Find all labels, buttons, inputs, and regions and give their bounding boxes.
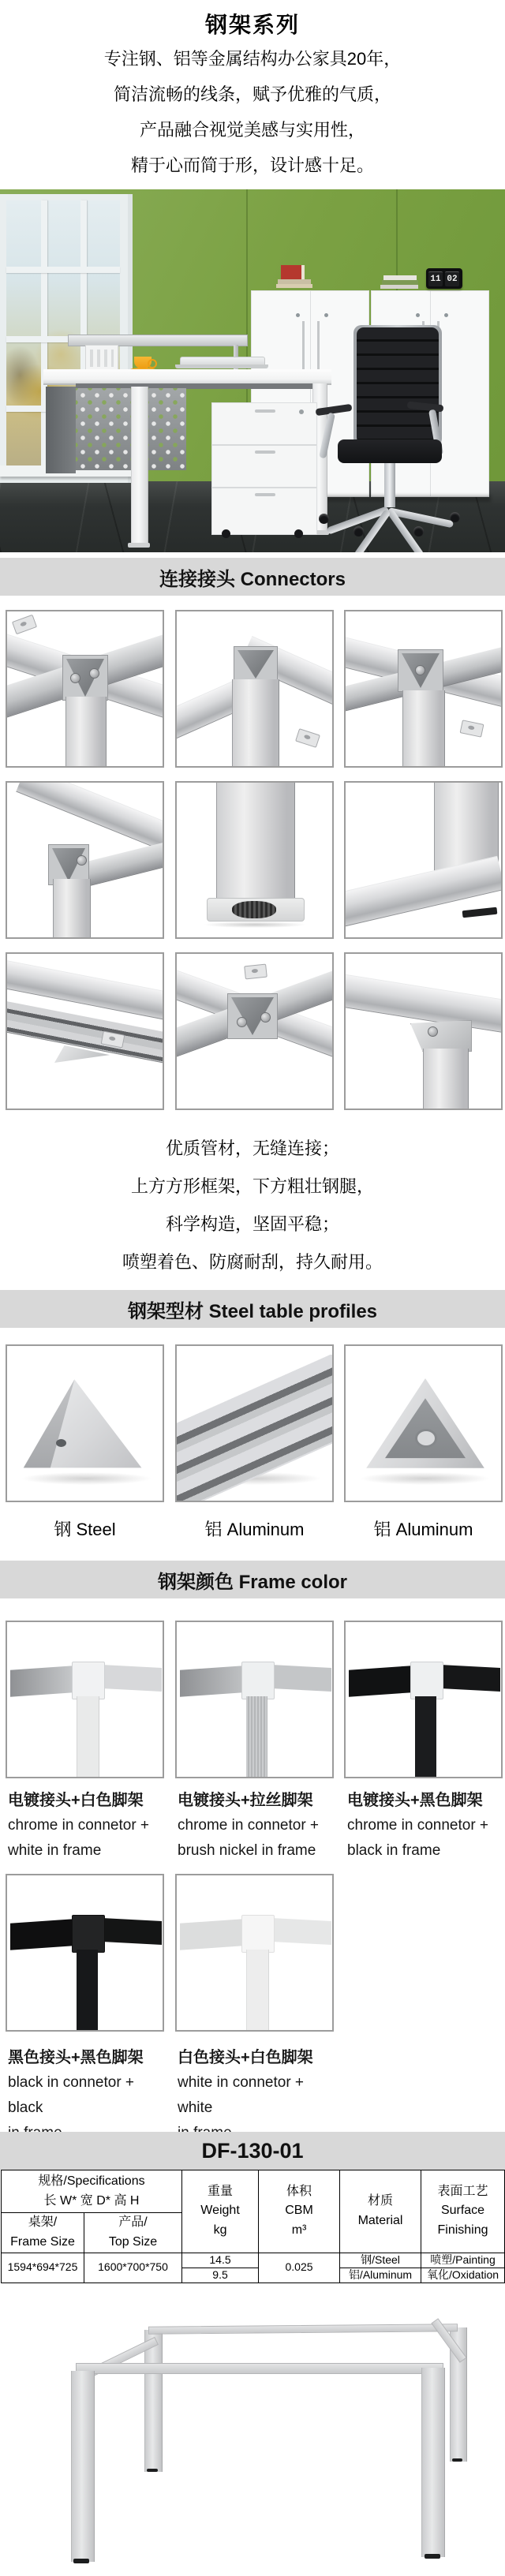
book bbox=[380, 285, 418, 289]
book bbox=[383, 275, 417, 280]
book bbox=[276, 284, 312, 288]
intro-line: 精于心而简于形，设计感十足。 bbox=[130, 155, 374, 175]
profile-photo-aluminum-extrusion bbox=[175, 1344, 334, 1502]
frame-front-left-leg bbox=[71, 2371, 95, 2562]
spec-header-cbm: 体积 CBM m³ bbox=[259, 2170, 340, 2253]
profile-photo-aluminum-hollow bbox=[344, 1344, 503, 1502]
intro-line: 产品融合视觉美感与实用性， bbox=[139, 120, 365, 140]
frame-color-photo-chrome-black bbox=[344, 1621, 503, 1778]
caption-en: black in connetor + black bbox=[8, 2074, 135, 2116]
desk-foot bbox=[128, 543, 150, 548]
page-title: 钢架系列 bbox=[204, 13, 300, 37]
desk-top bbox=[43, 369, 331, 385]
intro-line: 简洁流畅的线条，赋予优雅的气质， bbox=[113, 84, 391, 104]
spec-value-weight-2: 9.5 bbox=[182, 2268, 259, 2283]
caption-zh: 电镀接头+黑色脚架 bbox=[347, 1792, 483, 1809]
coffee-cup bbox=[134, 357, 152, 368]
spec-header-surface: 表面工艺 Surface Finishing bbox=[421, 2170, 505, 2253]
desk-side-panel bbox=[46, 387, 76, 473]
frame-color-caption-2 bbox=[178, 1788, 340, 1864]
hero-photo-office-scene bbox=[0, 189, 505, 552]
chair-seat bbox=[338, 439, 442, 463]
caption-en: black in frame bbox=[347, 1842, 441, 1859]
caption-en: white in frame bbox=[8, 1842, 102, 1859]
model-banner bbox=[0, 2132, 505, 2170]
intro-line: 专注钢、铝等金属结构办公家具20年， bbox=[103, 49, 402, 69]
frame-foot bbox=[452, 2458, 462, 2462]
clock-hours: 11 bbox=[428, 271, 443, 286]
connector-photo-beam-leg-bracket bbox=[344, 952, 503, 1110]
frame-color-photo-white-white bbox=[175, 1874, 334, 2032]
section-banner-connectors-label: 连接接头 Connectors bbox=[159, 568, 346, 590]
frame-front-right-leg bbox=[421, 2368, 445, 2557]
spec-header-weight: 重量 Weight kg bbox=[182, 2170, 259, 2253]
spec-value-cbm: 0.025 bbox=[259, 2253, 340, 2283]
frame-color-photo-chrome-white bbox=[6, 1621, 164, 1778]
chair-wheel bbox=[413, 526, 424, 537]
desk-leg-left bbox=[131, 387, 148, 544]
feature-line: 科学构造，坚固平稳； bbox=[165, 1214, 339, 1234]
frame-foot bbox=[147, 2469, 158, 2472]
spec-header-specifications: 规格/Specifications 长 W* 宽 D* 高 H bbox=[2, 2170, 182, 2213]
chair-column bbox=[384, 463, 395, 507]
caption-en: chrome in connetor + bbox=[8, 1817, 150, 1834]
chair-arm bbox=[319, 413, 335, 459]
connector-photo-leg-foot bbox=[175, 781, 334, 939]
caption-zh: 电镀接头+拉丝脚架 bbox=[178, 1792, 313, 1809]
profile-label-aluminum-1: 铝 Aluminum bbox=[204, 1520, 305, 1539]
frame-color-photo-black-black bbox=[6, 1874, 164, 2032]
profile-photo-steel bbox=[6, 1344, 164, 1502]
book bbox=[382, 280, 418, 285]
flip-clock bbox=[426, 268, 462, 289]
spec-value-material-2: 铝/Aluminum bbox=[340, 2268, 421, 2283]
spec-header-top-size: 产品/ Top Size bbox=[84, 2213, 182, 2253]
spec-value-surface-1: 喷塑/Painting bbox=[421, 2253, 505, 2268]
profile-label-steel: 钢 Steel bbox=[54, 1520, 116, 1539]
frame-product-photo bbox=[0, 2284, 505, 2576]
window-mullion bbox=[6, 267, 120, 273]
spec-value-material-1: 钢/Steel bbox=[340, 2253, 421, 2268]
frame-foot bbox=[425, 2554, 440, 2559]
section-banner-frame-color bbox=[0, 1561, 505, 1598]
spec-value-top-size: 1600*700*750 bbox=[84, 2253, 182, 2283]
connector-photo-cross-joint bbox=[6, 610, 164, 768]
model-number: DF-130-01 bbox=[201, 2138, 304, 2163]
connector-photo-cross-top-view bbox=[175, 952, 334, 1110]
clock-minutes: 02 bbox=[445, 271, 459, 286]
book bbox=[278, 279, 311, 284]
caption-zh: 电镀接头+白色脚架 bbox=[8, 1792, 144, 1809]
connector-photo-l-corner bbox=[6, 781, 164, 939]
caption-zh: 黑色接头+黑色脚架 bbox=[8, 2049, 144, 2066]
chair-wheel bbox=[319, 514, 329, 524]
feature-text bbox=[0, 1130, 505, 1281]
spec-value-frame-size: 1594*694*725 bbox=[2, 2253, 84, 2283]
caption-en: white in connetor + white bbox=[178, 2074, 305, 2116]
feature-line: 优质管材，无缝连接； bbox=[165, 1138, 339, 1158]
chair-wheel bbox=[450, 512, 460, 522]
caption-en: chrome in connetor + bbox=[178, 1817, 320, 1834]
frame-color-caption-4 bbox=[8, 2045, 170, 2146]
connector-photo-corner-joint bbox=[175, 610, 334, 768]
caption-en: chrome in connetor + bbox=[347, 1817, 489, 1834]
caption-en: brush nickel in frame bbox=[178, 1842, 316, 1859]
office-chair bbox=[306, 327, 448, 537]
book-red bbox=[281, 265, 305, 279]
feature-line: 喷塑着色、防腐耐刮，持久耐用。 bbox=[122, 1252, 383, 1272]
connector-photo-leg-bend bbox=[344, 781, 503, 939]
spec-value-surface-2: 氧化/Oxidation bbox=[421, 2268, 505, 2283]
mobile-pedestal bbox=[211, 402, 317, 535]
section-banner-frame-color-label: 钢架颜色 Frame color bbox=[157, 1571, 348, 1593]
frame-color-photo-chrome-brushed bbox=[175, 1621, 334, 1778]
laptop-base bbox=[175, 365, 268, 368]
connector-photo-beam-underside bbox=[6, 952, 164, 1110]
intro-text bbox=[0, 41, 505, 183]
spec-header-material: 材质 Material bbox=[340, 2170, 421, 2253]
spec-table bbox=[1, 2170, 505, 2283]
section-banner-connectors bbox=[0, 558, 505, 596]
chair-wheel bbox=[354, 526, 364, 537]
frame-back-left-leg bbox=[144, 2330, 163, 2472]
frame-foot bbox=[73, 2559, 89, 2563]
section-banner-profiles-label: 钢架型材 Steel table profiles bbox=[127, 1300, 378, 1322]
profile-label-aluminum-2: 铝 Aluminum bbox=[373, 1520, 473, 1539]
spec-header-frame-size: 桌架/ Frame Size bbox=[2, 2213, 84, 2253]
spec-value-weight-1: 14.5 bbox=[182, 2253, 259, 2268]
frame-back-rail bbox=[148, 2324, 458, 2334]
frame-color-caption-1 bbox=[8, 1788, 170, 1864]
chair-back bbox=[357, 327, 439, 444]
frame-color-caption-5 bbox=[178, 2045, 340, 2146]
frame-color-caption-3 bbox=[347, 1788, 505, 1864]
feature-line: 上方方形框架，下方粗壮钢腿， bbox=[130, 1176, 374, 1196]
connector-photo-cross-joint-bolt bbox=[344, 610, 503, 768]
section-banner-profiles bbox=[0, 1290, 505, 1328]
frame-front-rail bbox=[76, 2363, 443, 2374]
caption-zh: 白色接头+白色脚架 bbox=[178, 2049, 313, 2066]
